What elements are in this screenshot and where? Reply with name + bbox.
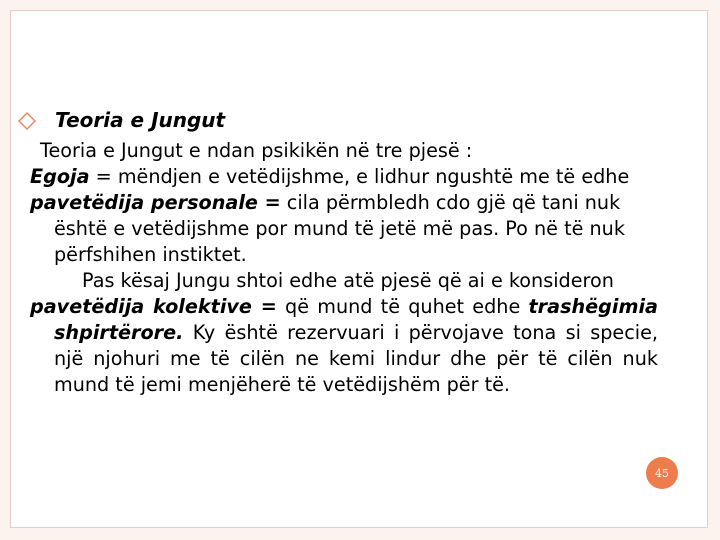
personal-unconscious-definition: cila përmbledh cdo gjë që tani nuk është e vetëdijshme por mund të jetë më pas. Po në të nuk përfshihen instiktet.	[54, 191, 625, 266]
collective-unconscious-definition: Ky është rezervuari i përvojave tona si specie, një njohuri me të cilën ne kemi lindur dhe për të cilën nuk mund të jemi menjëherë të vetëdijshëm për të.	[54, 321, 658, 396]
page-number-badge: 45	[646, 457, 678, 489]
spiritual-heritage-term: trashëgimia shpirtërore.	[54, 295, 658, 344]
collective-unconscious-mid: që mund të quhet edhe	[276, 295, 529, 318]
egoja-definition: = mëndjen e vetëdijshme, e lidhur ngushtë me të edhe	[89, 165, 630, 188]
egoja-paragraph	[30, 164, 658, 190]
intro-line: Teoria e Jungut e ndan psikikën në tre pjesë :	[40, 139, 473, 162]
pas-kesaj-paragraph: Pas kësaj Jungu shtoi edhe atë pjesë që ai e konsideron	[82, 269, 614, 292]
egoja-term: Egoja	[30, 165, 90, 188]
personal-unconscious-term: pavetëdija personale =	[30, 191, 281, 214]
slide-body	[30, 138, 658, 398]
diamond-bullet-icon	[18, 112, 36, 130]
collective-unconscious-paragraph	[30, 294, 658, 398]
collective-unconscious-term: pavetëdija kolektive =	[30, 295, 277, 318]
personal-unconscious-paragraph	[30, 190, 658, 268]
slide-heading: Teoria e Jungut	[55, 108, 226, 132]
